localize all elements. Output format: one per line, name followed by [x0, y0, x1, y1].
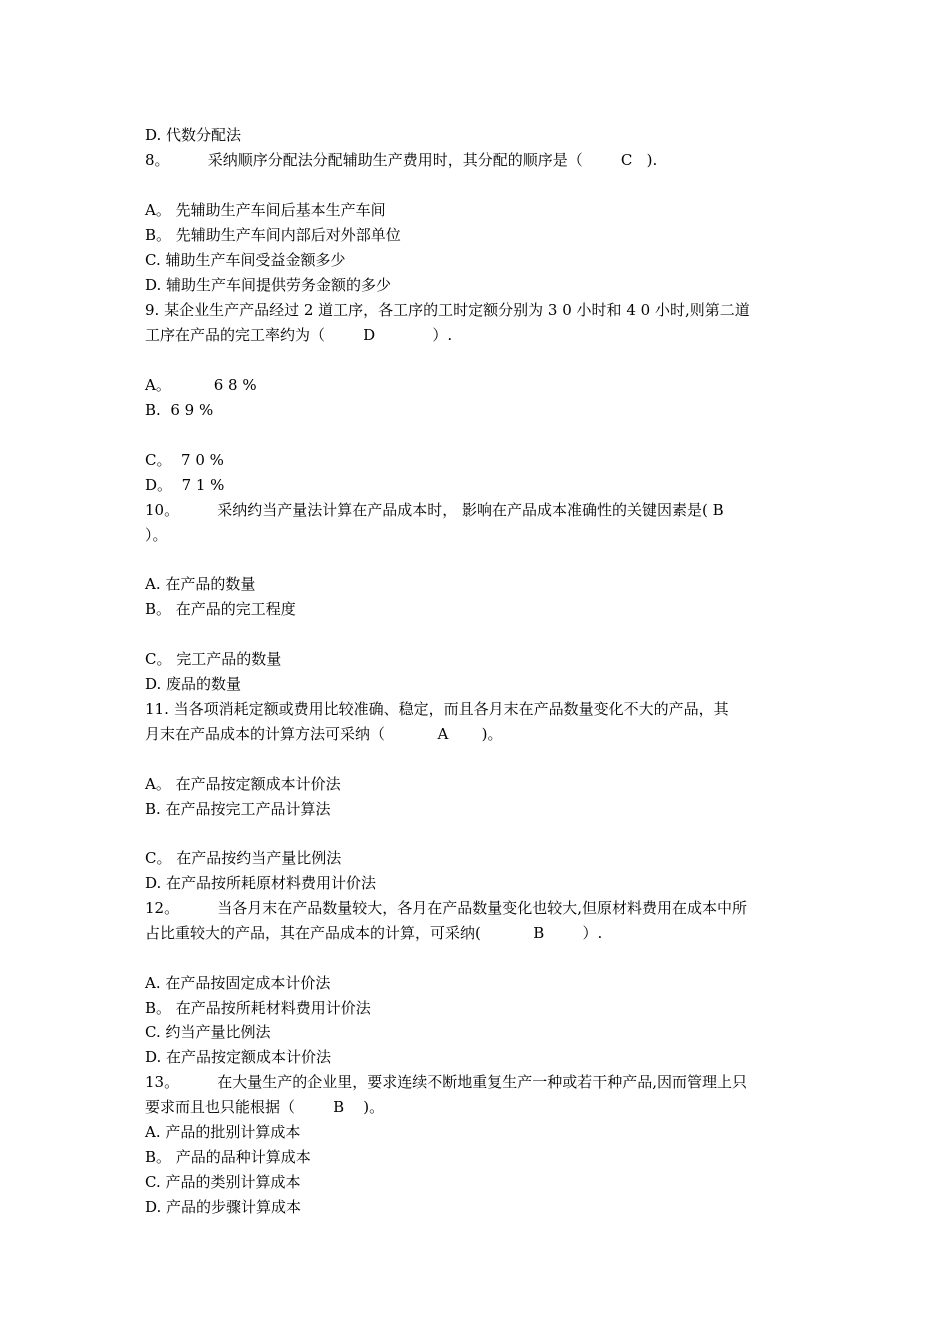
question-line: ）。	[145, 526, 168, 544]
option-line: B. 在产品按完工产品计算法	[145, 800, 331, 818]
option-line: B. 6 9 %	[145, 401, 214, 419]
option-line: C。 完工产品的数量	[145, 650, 282, 668]
option-line: A. 产品的批别计算成本	[145, 1123, 301, 1141]
question-line: 10。 采纳约当产量法计算在产品成本时， 影响在产品成本准确性的关键因素是( B	[145, 501, 724, 519]
option-line: A. 在产品按固定成本计价法	[145, 974, 331, 992]
option-line: C. 约当产量比例法	[145, 1023, 271, 1041]
question-line: 11. 当各项消耗定额或费用比较准确、稳定，而且各月末在产品数量变化不大的产品，其	[145, 700, 729, 718]
question-line: 12。 当各月末在产品数量较大，各月在产品数量变化也较大,但原材料费用在成本中所	[145, 899, 748, 917]
option-line: D. 辅助生产车间提供劳务金额的多少	[145, 276, 392, 294]
option-line: C。 7 0 %	[145, 451, 224, 469]
question-line: 13。 在大量生产的企业里，要求连续不断地重复生产一种或若干种产品,因而管理上只	[145, 1073, 748, 1091]
option-line: B。 产品的品种计算成本	[145, 1148, 311, 1166]
question-line: 要求而且也只能根据（ B )。	[145, 1098, 385, 1116]
question-line: 工序在产品的完工率约为（ D ）.	[145, 326, 453, 344]
question-line: 占比重较大的产品，其在产品成本的计算，可采纳( B ）.	[145, 924, 603, 942]
option-line: D. 在产品按所耗原材料费用计价法	[145, 874, 377, 892]
option-line: D. 产品的步骤计算成本	[145, 1198, 302, 1216]
option-line: A。 在产品按定额成本计价法	[145, 775, 341, 793]
option-line: D. 在产品按定额成本计价法	[145, 1048, 332, 1066]
question-line: 9. 某企业生产产品经过 2 道工序，各工序的工时定额分别为 3 0 小时和 4 0 小时,则第二道	[145, 301, 750, 319]
option-line: C。 在产品按约当产量比例法	[145, 849, 342, 867]
option-line: A. 在产品的数量	[145, 575, 256, 593]
option-line: A。 6 8 %	[145, 376, 257, 394]
option-line: A。 先辅助生产车间后基本生产车间	[145, 201, 386, 219]
option-line: D。 7 1 %	[145, 476, 225, 494]
option-line: B。 在产品的完工程度	[145, 600, 296, 618]
option-line: D. 废品的数量	[145, 675, 242, 693]
option-line: D. 代数分配法	[145, 126, 242, 144]
option-line: B。 在产品按所耗材料费用计价法	[145, 999, 371, 1017]
option-line: C. 辅助生产车间受益金额多少	[145, 251, 346, 269]
option-line: B。 先辅助生产车间内部后对外部单位	[145, 226, 401, 244]
question-line: 8。 采纳顺序分配法分配辅助生产费用时，其分配的顺序是（ C ).	[145, 151, 658, 169]
question-line: 月末在产品成本的计算方法可采纳（ A )。	[145, 725, 503, 743]
option-line: C. 产品的类别计算成本	[145, 1173, 301, 1191]
